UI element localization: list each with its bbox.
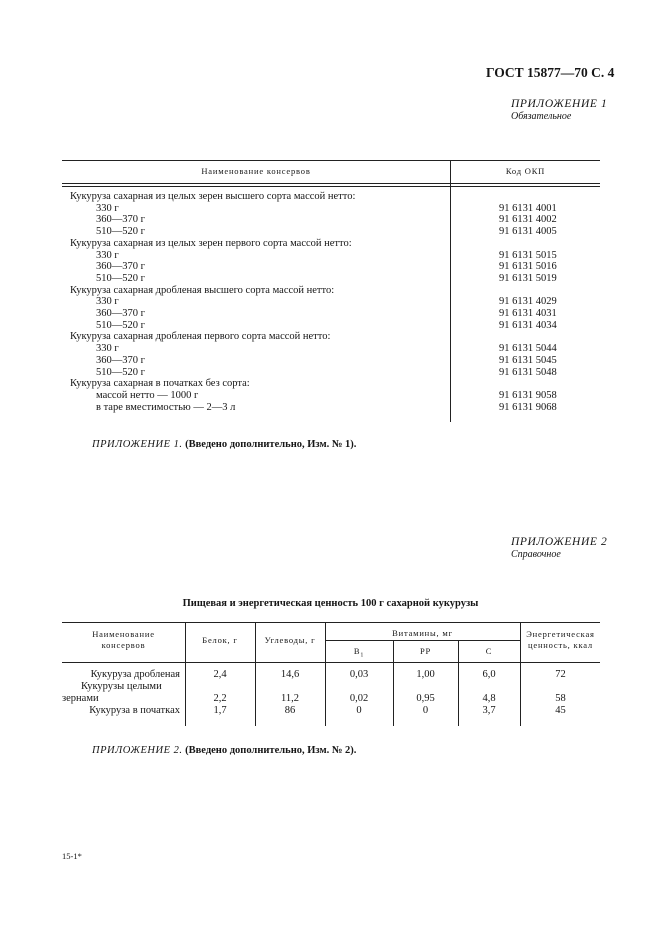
table-top-rule: [62, 160, 600, 161]
t2-header-energy-1: Энергетическая: [526, 629, 595, 639]
column-header-code: Код ОКП: [505, 166, 546, 176]
t2-header-carbs: Углеводы, г: [264, 635, 316, 645]
t2-row3-name: Кукуруза в початках: [89, 705, 180, 716]
table-row-code: 91 6131 5048: [499, 367, 557, 378]
t2-row3-b1: 0: [356, 705, 362, 716]
table-row-code: 91 6131 9058: [499, 390, 557, 401]
t2-header-energy-2: ценность, ккал: [528, 640, 593, 650]
t2-row1-energy: 72: [555, 669, 566, 680]
appendix-2-note: [92, 745, 356, 756]
table-row-code: 91 6131 4034: [499, 320, 557, 331]
table-row-name: Кукуруза сахарная из целых зерен первого сорта массой нетто:: [70, 238, 352, 249]
t2-row3-energy: 45: [555, 705, 566, 716]
t2-header-b1-subscript: 1: [360, 652, 365, 659]
table-row-name: 360—370 г: [96, 261, 145, 272]
t2-header-name-1: Наименование: [92, 629, 155, 639]
t2-row2-pp: 0,95: [416, 693, 435, 704]
t2-header-c: C: [485, 646, 493, 656]
table-column-divider: [450, 160, 451, 422]
table-row-name: 510—520 г: [96, 226, 145, 237]
table-row-name: Кукуруза сахарная из целых зерен высшего сорта массой нетто:: [70, 191, 356, 202]
t2-header-pp: PP: [419, 646, 432, 656]
table-row-code: 91 6131 4031: [499, 308, 557, 319]
t2-row3-carbs: 86: [284, 705, 296, 716]
t2-row2-c: 4,8: [482, 693, 496, 704]
t2-row1-c: 6,0: [482, 669, 496, 680]
t2-row2-carbs: 11,2: [281, 693, 299, 704]
appendix-1-subheading: Обязательное: [511, 111, 572, 122]
page-mark: 15-1*: [62, 851, 82, 861]
t2-row2-name-line2: зернами: [62, 693, 99, 704]
t2-row1-pp: 1,00: [416, 669, 435, 680]
t2-row2-protein: 2,2: [213, 693, 227, 704]
t2-row1-carbs: 14,6: [280, 669, 300, 680]
table-row-code: 91 6131 9068: [499, 402, 557, 413]
table-row-code: 91 6131 4002: [499, 214, 557, 225]
t2-header-b1-letter: B: [353, 646, 361, 656]
table-row-name: 510—520 г: [96, 320, 145, 331]
appendix-1-heading: ПРИЛОЖЕНИЕ 1: [511, 98, 608, 110]
appendix-2-subheading: Справочное: [511, 549, 561, 560]
t2-header-vitamins: Витамины, мг: [392, 628, 453, 638]
table-row-code: 91 6131 5019: [499, 273, 557, 284]
table-row-name: массой нетто — 1000 г: [96, 390, 199, 401]
appendix-1-note-label: ПРИЛОЖЕНИЕ 1.: [92, 439, 183, 450]
table-row-code: 91 6131 4029: [499, 296, 557, 307]
table-row-name: Кукуруза сахарная в початках без сорта:: [70, 378, 250, 389]
table-row-code: 91 6131 5044: [499, 343, 557, 354]
table-row-name: 510—520 г: [96, 367, 145, 378]
table-row-name: Кукуруза сахарная дробленая высшего сорта массой нетто:: [70, 285, 335, 296]
appendix-1-note: [92, 439, 356, 450]
t2-row1-b1: 0,03: [349, 669, 369, 680]
appendix-2-note-text: (Введено дополнительно, Изм. № 2).: [185, 745, 357, 756]
t2-row2-b1: 0,02: [349, 693, 369, 704]
table-header-rule: [62, 183, 600, 184]
table-row-code: 91 6131 4001: [499, 203, 557, 214]
t2-header-protein: Белок, г: [202, 635, 238, 645]
t2-row1-name: Кукуруза дробленая: [90, 669, 180, 680]
t2-row3-c: 3,7: [482, 705, 496, 716]
table-row-name: 510—520 г: [96, 273, 145, 284]
table-row-name: 360—370 г: [96, 308, 145, 319]
table-row-name: 330 г: [96, 250, 119, 261]
t2-header-b1: [325, 646, 393, 659]
t2-row2-name-line1: Кукурузы целыми: [81, 681, 162, 692]
t2-header-name-2: консервов: [101, 640, 146, 650]
table-row-code: 91 6131 5015: [499, 250, 557, 261]
t2-row3-protein: 1,7: [213, 705, 227, 716]
table-row-code: 91 6131 5016: [499, 261, 557, 272]
table2-vitamin-rule: [325, 640, 520, 641]
table-header-rule-double: [62, 186, 600, 187]
table-row-name: 330 г: [96, 343, 119, 354]
table-row-name: Кукуруза сахарная дробленая первого сорта массой нетто:: [70, 331, 331, 342]
table-row-name: 360—370 г: [96, 214, 145, 225]
table-row-code: 91 6131 4005: [499, 226, 557, 237]
table-row-name: 330 г: [96, 203, 119, 214]
appendix-1-note-text: (Введено дополнительно, Изм. № 1).: [185, 439, 357, 450]
document-title: ГОСТ 15877—70 С. 4: [486, 65, 615, 80]
t2-row1-protein: 2,4: [213, 669, 227, 680]
table-row-code: 91 6131 5045: [499, 355, 557, 366]
appendix-2-heading: ПРИЛОЖЕНИЕ 2: [511, 536, 608, 548]
column-header-name: Наименование консервов: [201, 166, 311, 176]
table-row-name: 360—370 г: [96, 355, 145, 366]
t2-row2-energy: 58: [555, 693, 566, 704]
table-row-name: 330 г: [96, 296, 119, 307]
table-row-name: в таре вместимостью — 2—3 л: [96, 402, 236, 413]
t2-row3-pp: 0: [422, 705, 429, 716]
appendix-2-note-label: ПРИЛОЖЕНИЕ 2.: [92, 745, 183, 756]
appendix-2-table-title: Пищевая и энергетическая ценность 100 г сахарной кукурузы: [182, 598, 479, 609]
